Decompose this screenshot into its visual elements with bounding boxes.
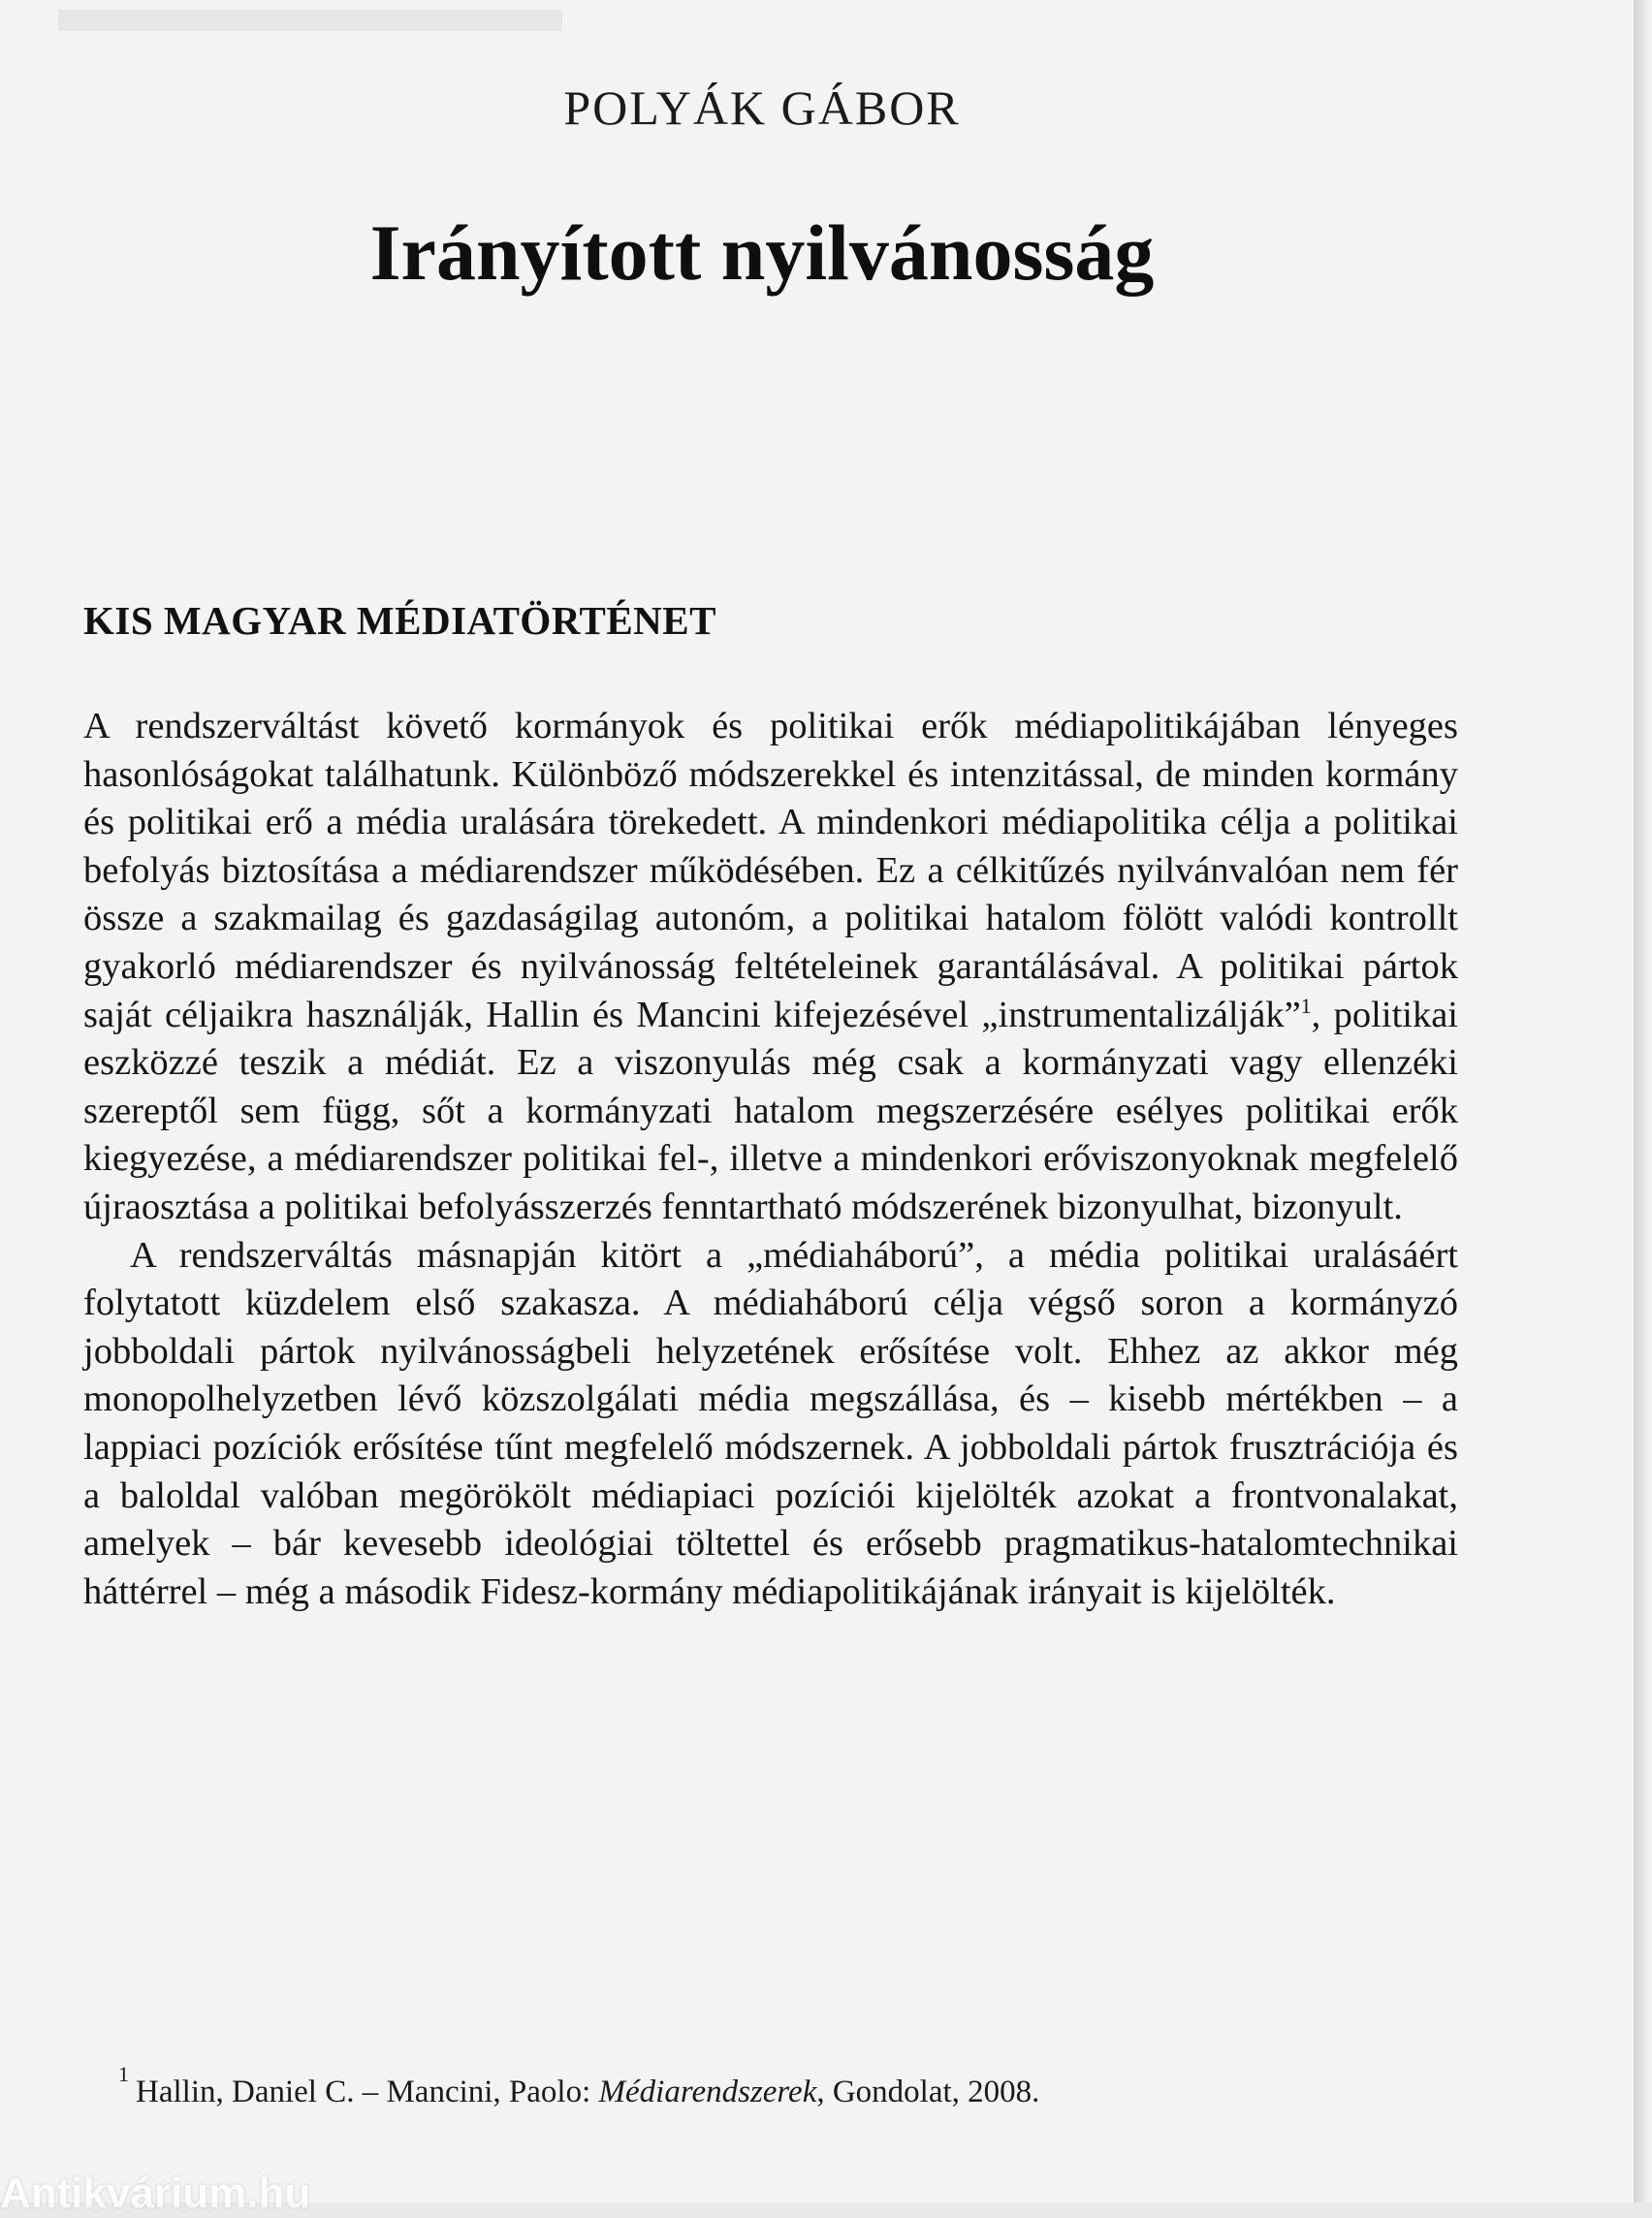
watermark: Antikvárium.hu — [0, 2170, 311, 2217]
body-text — [83, 703, 1458, 1616]
paragraph-1-text-b: , politikai eszközzé teszik a médiát. Ez a viszonyulás még csak a kormányzati vagy ellenzéki szereptől sem függ, sőt a kormányzati hatalom megszerzésére esélyes politikai erők kiegyezése, a médiarendszer politikai fel-, illetve a mindenkori erőviszonyoknak megfelelő újraosztása a politikai befolyásszerzés fenntartható módszerének bizonyulhat, bizonyult. — [83, 994, 1459, 1227]
paragraph-1-text-a: A rendszerváltást követő kormányok és politikai erők médiapolitikájában lényeges hasonlóságokat találhatunk. Különböző módszerekkel és intenzitással, de minden kormány és politikai erő a média uralására törekedett. A mindenkori médiapolitika célja a politikai befolyás biztosítása a médiarendszer működésében. Ez a célkitűzés nyilvánvalóan nem fér össze a szakmailag és gazdaságilag autonóm, a politikai hatalom fölött valódi kontrollt gyakorló médiarendszer és nyilvánosság feltételeinek garantálásával. A politikai pártok saját céljaikra használják, Hallin és Mancini kifejezésével „instrumentalizálják” — [83, 706, 1458, 1035]
paragraph-1 — [83, 703, 1458, 1232]
page-edge — [1634, 0, 1652, 2202]
author-name: POLYÁK GÁBOR — [563, 80, 961, 135]
footnote-book-title: Médiarendszerek — [598, 2075, 817, 2109]
chapter-title: Irányított nyilvánosság — [369, 208, 1155, 297]
footnote-authors: Hallin, Daniel C. – Mancini, Paolo: — [136, 2075, 599, 2109]
paragraph-2: A rendszerváltás másnapján kitört a „médiaháború”, a média politikai uralásáért folytatott küzdelem első szakasza. A médiaháború célja végső soron a kormányzó jobboldali pártok nyilvánosságbeli helyzetének erősítése volt. Ehhez az akkor még monopolhelyzetben lévő közszolgálati média megszállása, és – kisebb mértékben – a lappiaci pozíciók erősítése tűnt megfelelő módszernek. A jobboldali pártok frusztrációja és a baloldal valóban megörökölt médiapiaci pozíciói kijelölték azokat a frontvonalakat, amelyek – bár kevesebb ideológiai töltettel és erősebb pragmatikus-hatalomtechnikai háttérrel – még a második Fidesz-kormány médiapolitikájának irányait is kijelölték. — [83, 1234, 1458, 1612]
bleed-through-header — [58, 10, 562, 31]
footnote-publisher: , Gondolat, 2008. — [816, 2075, 1040, 2109]
section-heading: KIS MAGYAR MÉDIATÖRTÉNET — [83, 598, 716, 643]
footnote-reference: 1 — [1300, 993, 1312, 1018]
footnote: 1 Hallin, Daniel C. – Mancini, Paolo: Médiarendszerek, Gondolat, 2008. — [118, 2062, 1040, 2109]
